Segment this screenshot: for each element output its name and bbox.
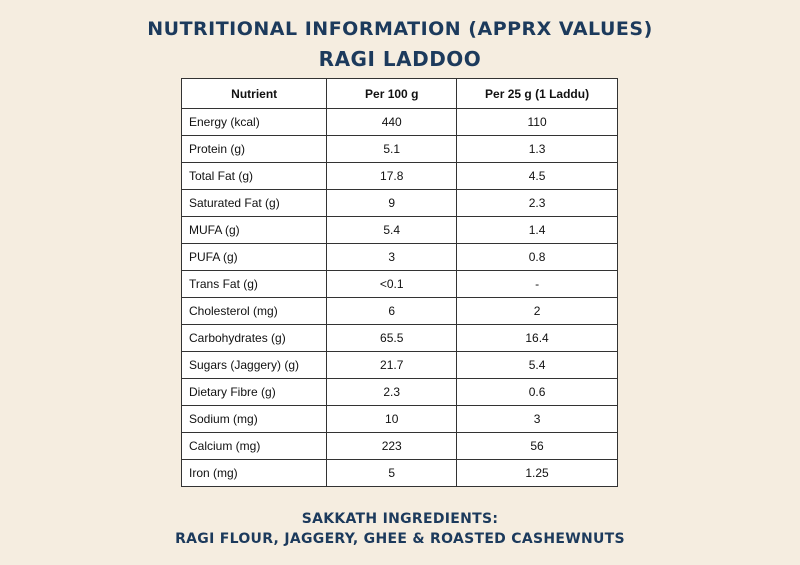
value-per-25g: 110 [457,109,618,136]
table-row [182,379,618,406]
table-row [182,352,618,379]
nutrient-name: Iron (mg) [182,460,327,487]
value-per-100g: 440 [327,109,457,136]
nutrient-name: Protein (g) [182,136,327,163]
nutrient-name: Carbohydrates (g) [182,325,327,352]
value-per-25g: 56 [457,433,618,460]
nutrient-name: Energy (kcal) [182,109,327,136]
value-per-25g: 5.4 [457,352,618,379]
table-row [182,298,618,325]
value-per-25g: 2.3 [457,190,618,217]
value-per-25g: 1.3 [457,136,618,163]
value-per-25g: 0.6 [457,379,618,406]
value-per-100g: 5.4 [327,217,457,244]
table-row [182,433,618,460]
ingredients-list: RAGI FLOUR, JAGGERY, GHEE & ROASTED CASHEWNUTS [175,531,625,547]
value-per-100g: 17.8 [327,163,457,190]
value-per-25g: 3 [457,406,618,433]
value-per-100g: 21.7 [327,352,457,379]
value-per-100g: 2.3 [327,379,457,406]
nutrient-name: Cholesterol (mg) [182,298,327,325]
table-row [182,136,618,163]
value-per-25g: 1.4 [457,217,618,244]
page-title: NUTRITIONAL INFORMATION (APPRX VALUES) [147,18,653,40]
nutrient-name: MUFA (g) [182,217,327,244]
table-row [182,163,618,190]
value-per-25g: 0.8 [457,244,618,271]
value-per-25g: 2 [457,298,618,325]
table-row [182,190,618,217]
table-row [182,460,618,487]
value-per-100g: <0.1 [327,271,457,298]
value-per-25g: 4.5 [457,163,618,190]
column-header-nutrient: Nutrient [182,79,327,109]
nutrition-table [181,78,618,487]
table-row [182,271,618,298]
nutrient-name: Trans Fat (g) [182,271,327,298]
value-per-100g: 3 [327,244,457,271]
value-per-100g: 65.5 [327,325,457,352]
column-header-per-25g: Per 25 g (1 Laddu) [457,79,618,109]
nutrient-name: Calcium (mg) [182,433,327,460]
ingredients-heading: SAKKATH INGREDIENTS: [301,511,499,527]
value-per-100g: 9 [327,190,457,217]
nutrient-name: Sugars (Jaggery) (g) [182,352,327,379]
nutrient-name: Sodium (mg) [182,406,327,433]
value-per-100g: 10 [327,406,457,433]
table-row [182,244,618,271]
table-row [182,325,618,352]
table-row [182,109,618,136]
value-per-100g: 5.1 [327,136,457,163]
value-per-100g: 5 [327,460,457,487]
nutrient-name: Total Fat (g) [182,163,327,190]
table-row [182,406,618,433]
product-name: RAGI LADDOO [318,47,482,71]
value-per-25g: 1.25 [457,460,618,487]
nutrient-name: PUFA (g) [182,244,327,271]
value-per-100g: 6 [327,298,457,325]
nutrient-name: Saturated Fat (g) [182,190,327,217]
table-header-row [182,79,618,109]
value-per-100g: 223 [327,433,457,460]
column-header-per-100g: Per 100 g [327,79,457,109]
value-per-25g: - [457,271,618,298]
value-per-25g: 16.4 [457,325,618,352]
nutrient-name: Dietary Fibre (g) [182,379,327,406]
table-row [182,217,618,244]
